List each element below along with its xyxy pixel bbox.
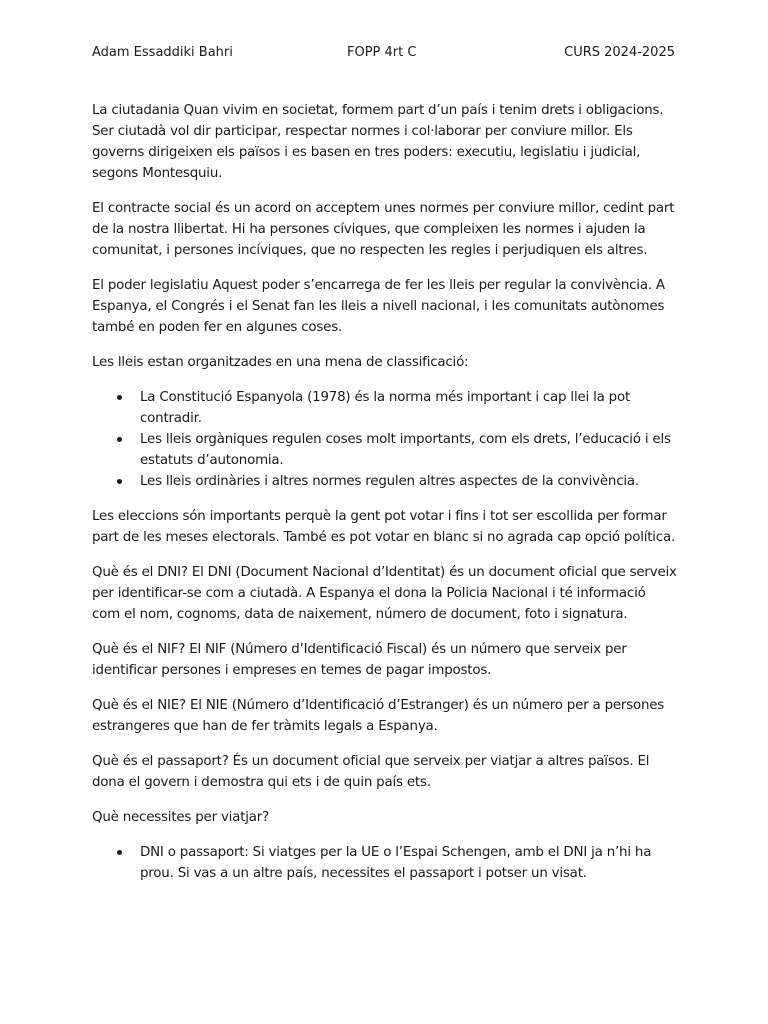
page-header: [92, 43, 675, 63]
paragraph-social-contract: El contracte social és un acord on acceptem unes normes per conviure millor, cedint part de la nostra llibertat. Hi ha persones cíviques, que compleixen les normes i ajuden la comunitat, i persones incíviques, que no respecten les regles i perjudiquen els altres.: [92, 201, 675, 258]
paragraph-dni: Què és el DNI? El DNI (Document Nacional d’Identitat) és un document oficial que serveix per identificar-se com a ciutadà. A Espanya el dona la Policia Nacional i té informació com el nom, cognoms, data de naixement, número de document, foto i signatura.: [92, 565, 677, 622]
law-list: [92, 387, 677, 492]
travel-list-item: DNI o passaport: Si viatges per la UE o l’Espai Schengen, amb el DNI ja n’hi ha prou. Si vas a un altre país, necessites el passaport i potser un visat.: [140, 842, 677, 884]
paragraph-law-classification: Les lleis estan organitzades en una mena de classificació:: [92, 355, 469, 370]
law-list-item: Les lleis ordinàries i altres normes regulen altres aspectes de la convivència.: [140, 471, 677, 492]
document-body: [92, 100, 677, 898]
law-list-item: Les lleis orgàniques regulen coses molt importants, com els drets, l’educació i els estatuts d’autonomia.: [140, 429, 677, 471]
header-author: Adam Essaddiki Bahri: [92, 45, 233, 60]
header-course: CURS 2024-2025: [564, 45, 675, 60]
travel-list: [92, 842, 677, 884]
law-list-item: La Constitució Espanyola (1978) és la norma més important i cap llei la pot contradir.: [140, 387, 677, 429]
paragraph-nie: Què és el NIE? El NIE (Número d’Identificació d’Estranger) és un número per a persones estrangeres que han de fer tràmits legals a Espanya.: [92, 698, 665, 734]
paragraph-legislative-power: El poder legislatiu Aquest poder s’encarrega de fer les lleis per regular la convivència. A Espanya, el Congrés i el Senat fan les lleis a nivell nacional, i les comunitats autònomes també en poden fer en algunes coses.: [92, 278, 665, 335]
paragraph-travel-question: Què necessites per viatjar?: [92, 810, 269, 825]
paragraph-passport: Què és el passaport? És un document oficial que serveix per viatjar a altres països. El dona el govern i demostra qui ets i de quin país ets.: [92, 754, 650, 790]
paragraph-nif: Què és el NIF? El NIF (Número d’Identificació Fiscal) és un número que serveix per identificar persones i empreses en temes de pagar impostos.: [92, 642, 627, 678]
paragraph-citizenship: La ciutadania Quan vivim en societat, formem part d’un país i tenim drets i obligacions. Ser ciutadà vol dir participar, respectar normes i col·laborar per conviure millor. Els governs dirigeixen els països i es basen en tres poders: executiu, legislatiu i judicial, segons Montesquiu.: [92, 103, 664, 181]
header-class: FOPP 4rt C: [347, 45, 417, 60]
paragraph-elections: Les eleccions són importants perquè la gent pot votar i fins i tot ser escollida per formar part de les meses electorals. També es pot votar en blanc si no agrada cap opció política.: [92, 509, 676, 545]
